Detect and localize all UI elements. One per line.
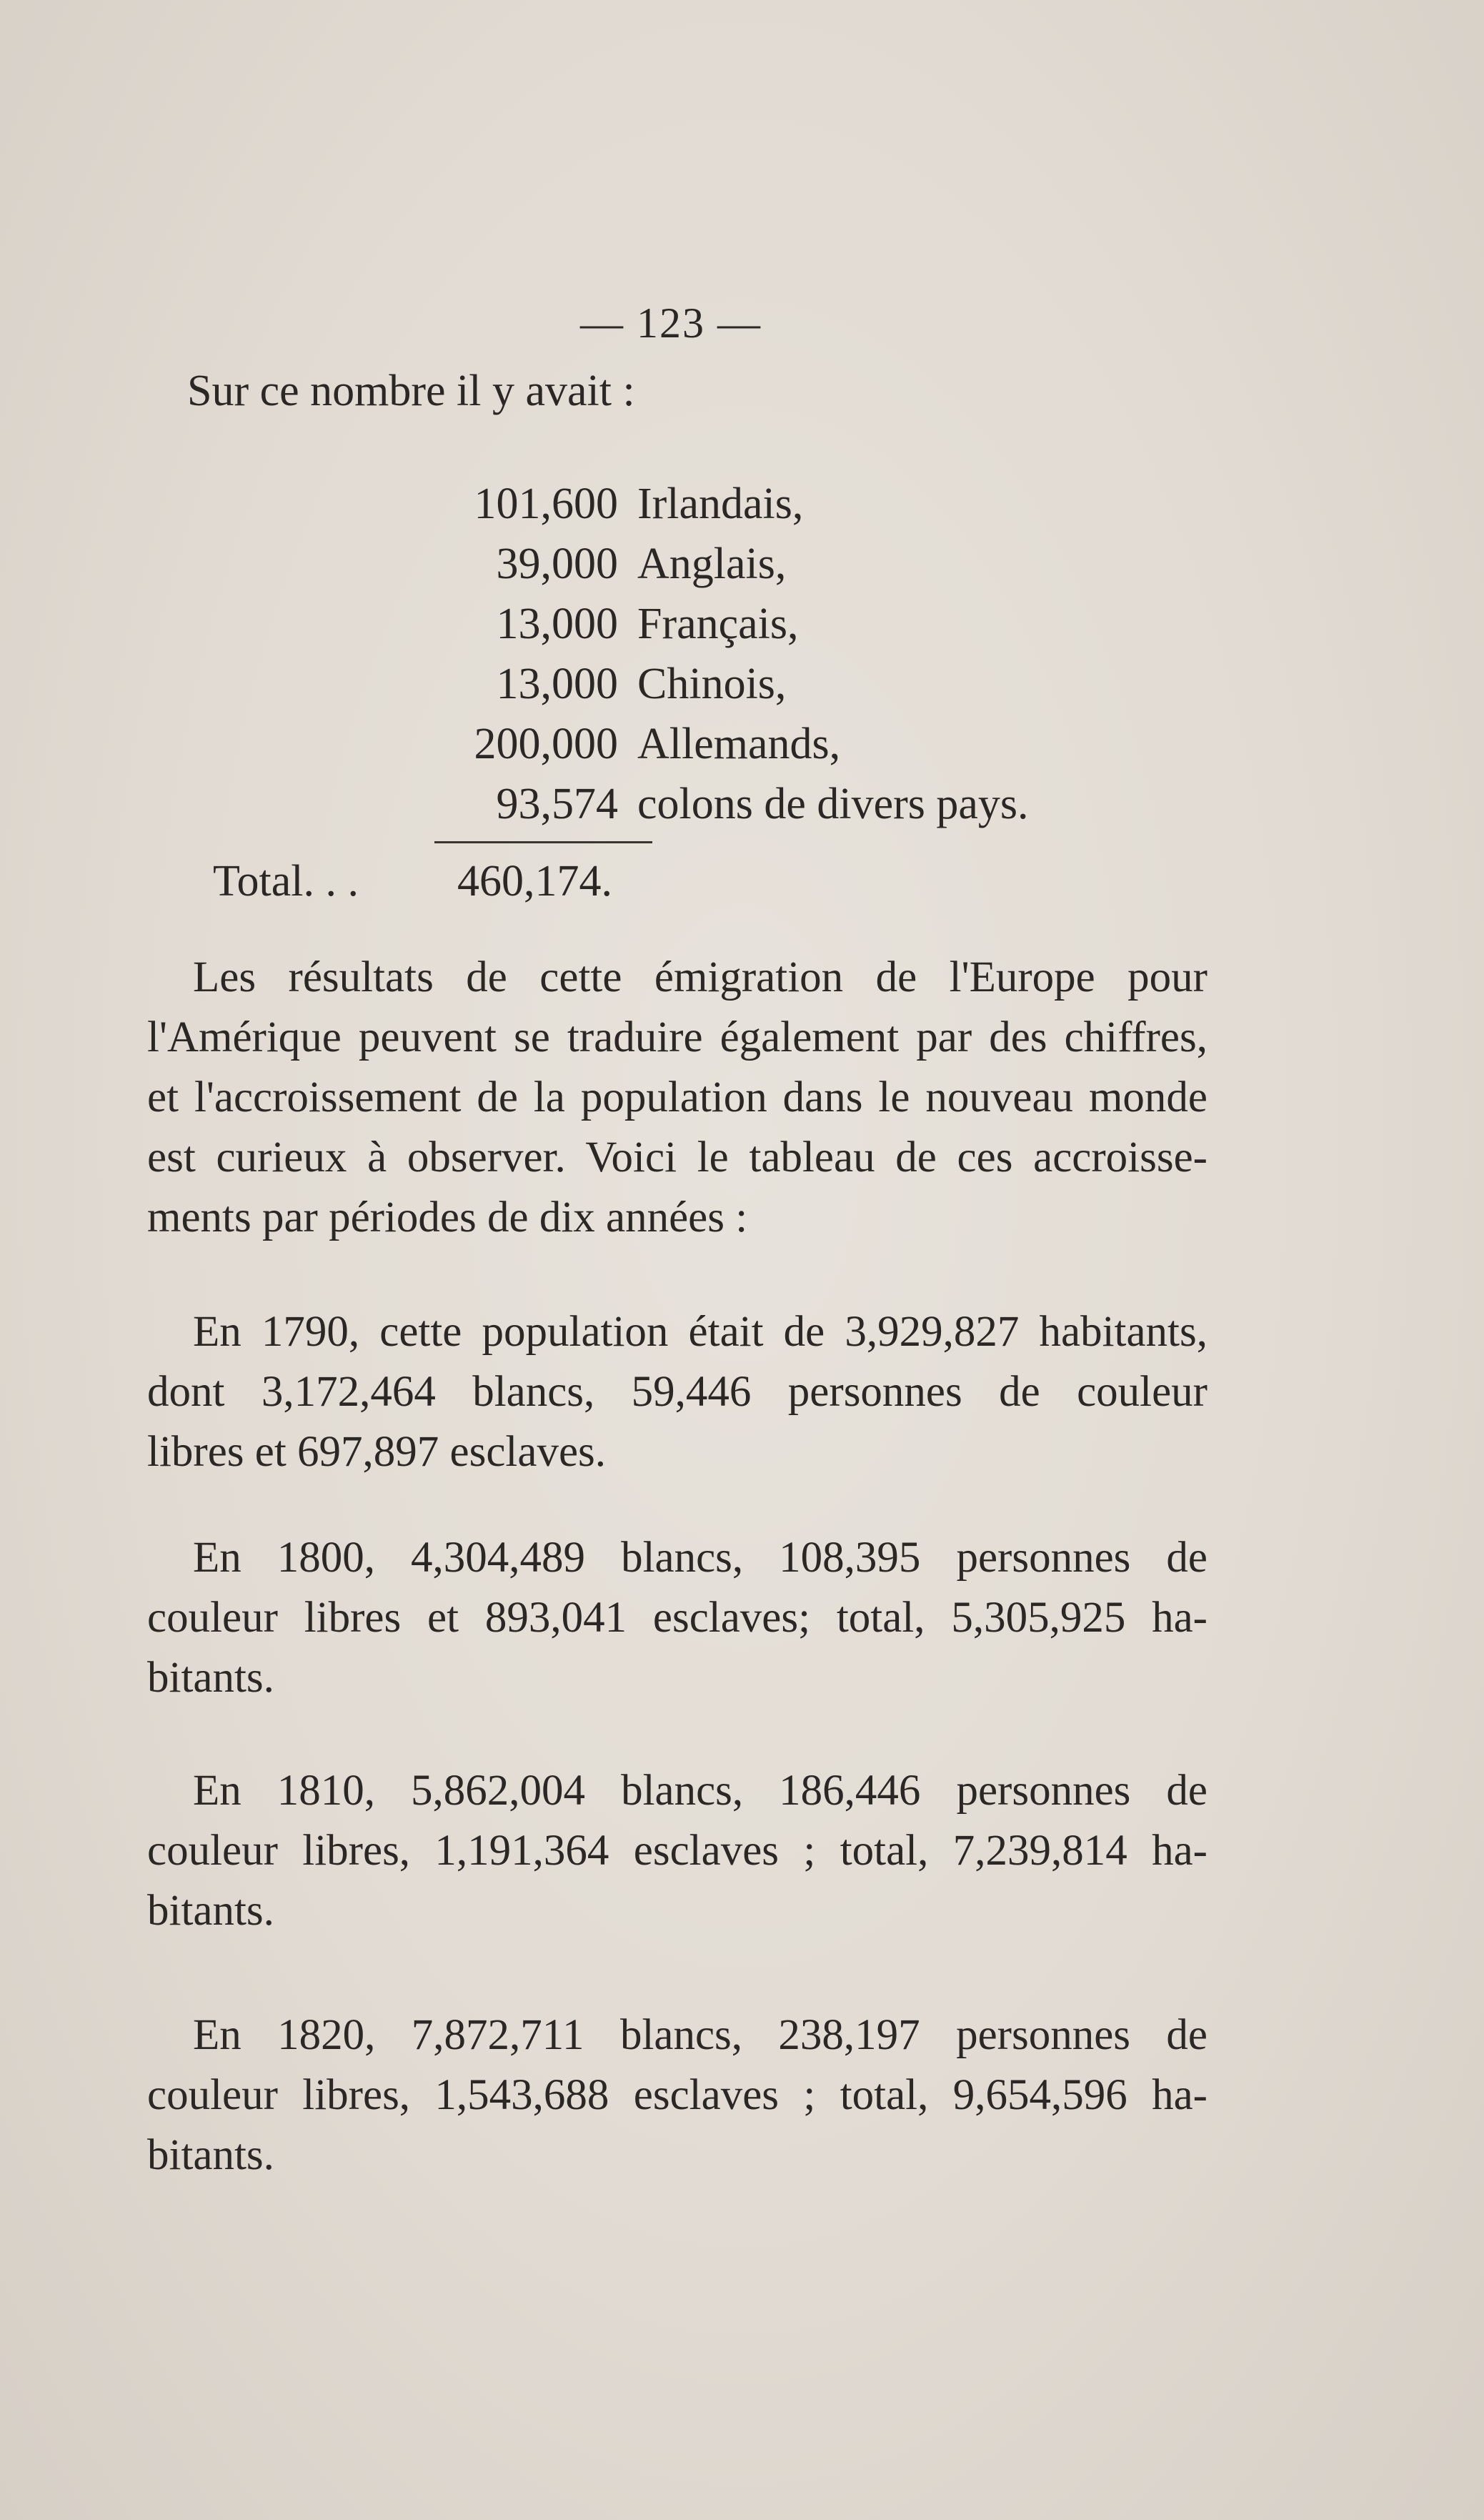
text-line: libres et 697,897 esclaves. — [147, 1428, 607, 1476]
intro-sentence: Sur ce nombre il y avait : — [187, 367, 635, 415]
text-line: couleur libres, 1,543,688 esclaves ; total, 9,654,596 ha- — [147, 2071, 1207, 2119]
breakdown-value: 13,000 — [496, 600, 618, 648]
text-line: bitants. — [147, 1654, 274, 1702]
text-line: En 1800, 4,304,489 blancs, 108,395 personnes de — [193, 1534, 1207, 1582]
text-line: bitants. — [147, 2131, 274, 2179]
text-line: En 1810, 5,862,004 blancs, 186,446 personnes de — [193, 1767, 1207, 1815]
breakdown-value: 39,000 — [496, 540, 618, 588]
text-line: l'Amérique peuvent se traduire également par des chiffres, — [147, 1013, 1207, 1061]
breakdown-value: 93,574 — [496, 780, 618, 828]
breakdown-label: Chinois, — [637, 660, 787, 708]
total-value: 460,174. — [457, 857, 612, 906]
text-line: dont 3,172,464 blancs, 59,446 personnes de couleur — [147, 1368, 1207, 1416]
breakdown-label: Français, — [637, 600, 799, 648]
breakdown-value: 101,600 — [474, 480, 618, 528]
text-line: est curieux à observer. Voici le tableau de ces accroisse- — [147, 1133, 1207, 1181]
sum-rule — [434, 841, 652, 843]
text-line: et l'accroissement de la population dans le nouveau monde — [147, 1073, 1207, 1121]
breakdown-label: colons de divers pays. — [637, 780, 1029, 828]
paragraph-1800 — [147, 1528, 1207, 1708]
page-number: — 123 — — [580, 299, 762, 347]
text-line: Les résultats de cette émigration de l'Europe pour — [193, 953, 1207, 1001]
text-line: couleur libres, 1,191,364 esclaves ; total, 7,239,814 ha- — [147, 1827, 1207, 1875]
paragraph-1790 — [147, 1302, 1207, 1482]
text-line: En 1820, 7,872,711 blancs, 238,197 personnes de — [193, 2011, 1207, 2059]
paragraph-1810 — [147, 1761, 1207, 1941]
text-line: couleur libres et 893,041 esclaves; total, 5,305,925 ha- — [147, 1594, 1207, 1642]
text-line: En 1790, cette population était de 3,929,827 habitants, — [193, 1308, 1207, 1356]
breakdown-label: Allemands, — [637, 720, 841, 768]
breakdown-label: Anglais, — [637, 540, 787, 588]
text-line: bitants. — [147, 1887, 274, 1935]
paragraph-emigration — [147, 948, 1207, 1248]
paragraph-1820 — [147, 2005, 1207, 2186]
breakdown-value: 13,000 — [496, 660, 618, 708]
breakdown-label: Irlandais, — [637, 480, 804, 528]
text-line: ments par périodes de dix années : — [147, 1194, 748, 1241]
breakdown-value: 200,000 — [474, 720, 618, 768]
total-label: Total. . . — [213, 857, 359, 906]
